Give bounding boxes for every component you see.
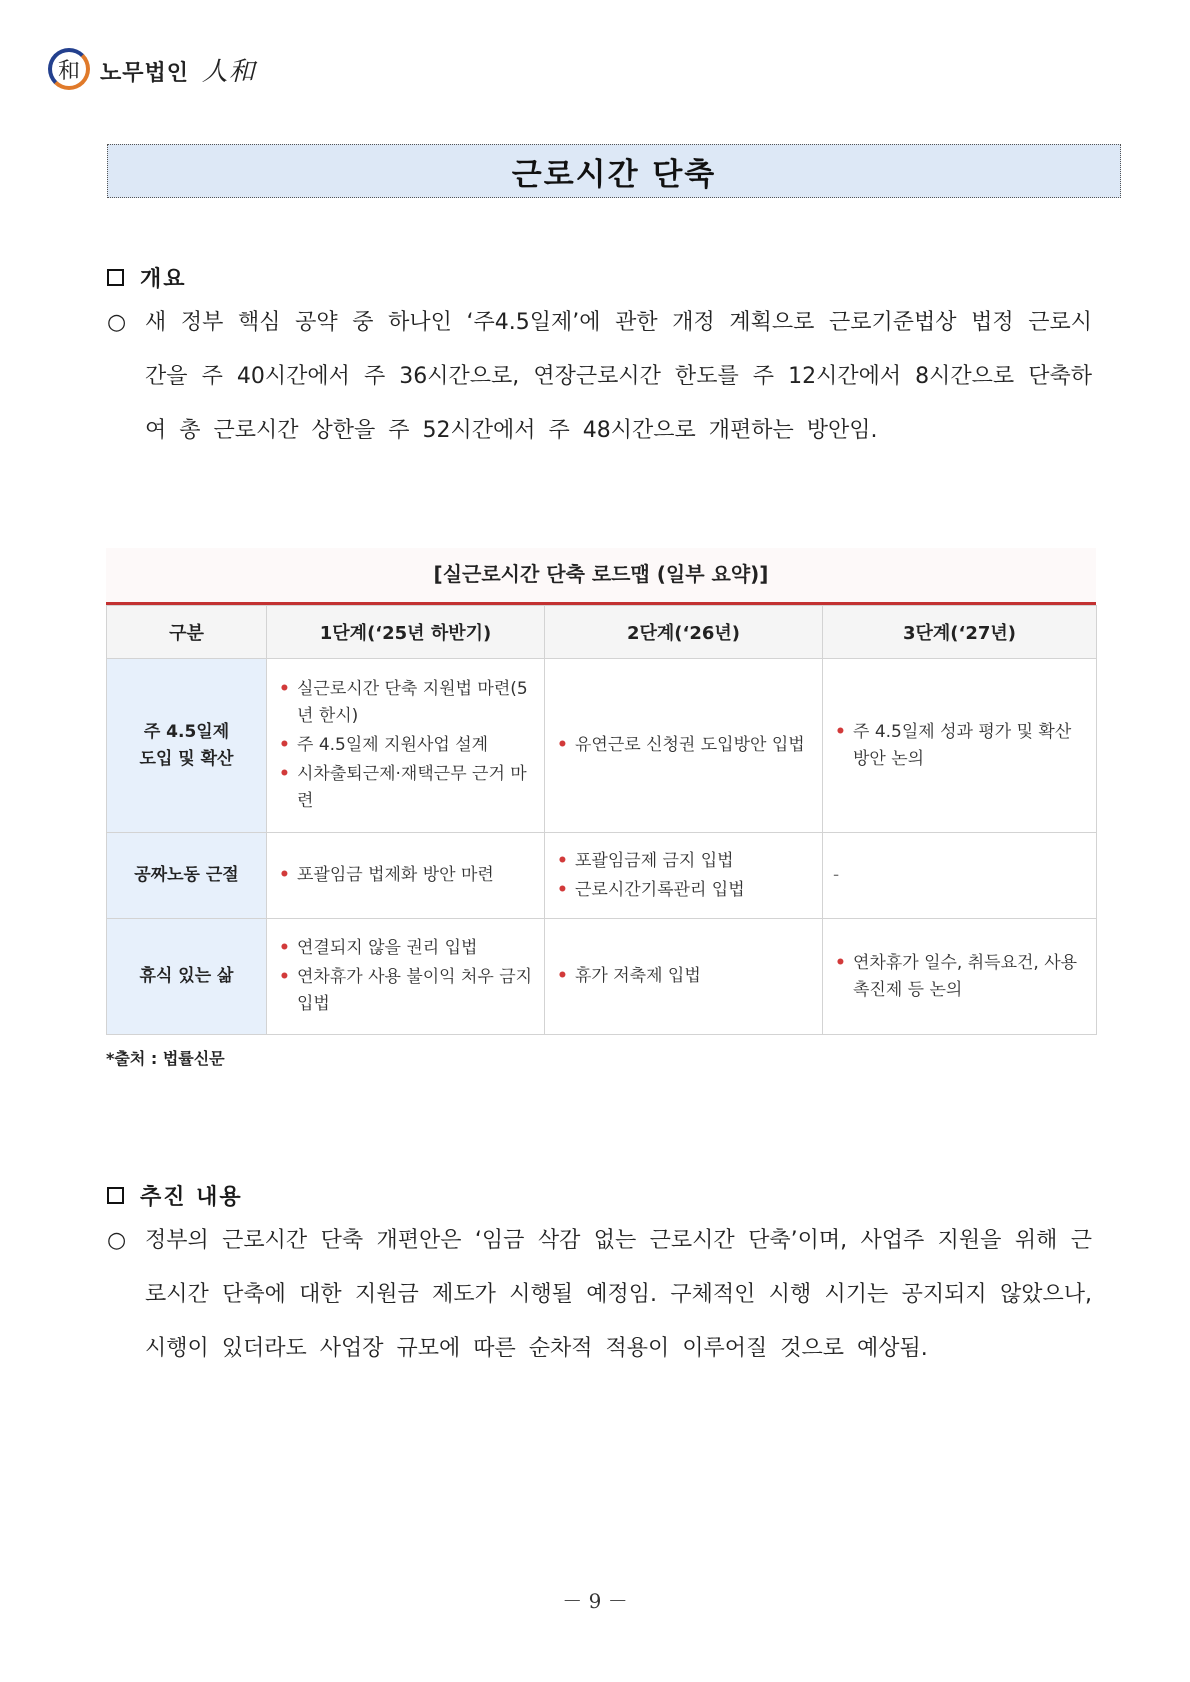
list-item: • 연결되지 않을 권리 입법 bbox=[277, 935, 534, 962]
row-category: 공짜노동 근절 bbox=[107, 833, 267, 919]
list-item: • 연차휴가 사용 불이익 처우 금지 입법 bbox=[277, 964, 534, 1018]
list-item: • 연차휴가 일수, 취득요건, 사용촉진제 등 논의 bbox=[833, 950, 1086, 1004]
checkbox-square-icon bbox=[107, 269, 124, 286]
table-row bbox=[107, 833, 1097, 919]
column-header: 구분 bbox=[107, 606, 267, 659]
overview-paragraph bbox=[107, 296, 1092, 458]
list-item: • 근로시간기록관리 입법 bbox=[555, 877, 812, 904]
stage1-cell bbox=[267, 833, 545, 919]
progress-text: 정부의 근로시간 단축 개편안은 ‘임금 삭감 없는 근로시간 단축’이며, 사업주 지원을 위해 근로시간 단축에 대한 지원금 제도가 시행될 예정임. 구체적인 시행 시기는 공지되지 않았으나, 시행이 있더라도 사업장 규모에 따른 순차적 적용이 이루어질 것으로 예상됨. bbox=[145, 1228, 1092, 1361]
progress-paragraph bbox=[107, 1214, 1092, 1376]
table-header-row bbox=[107, 606, 1097, 659]
org-name-korean: 노무법인 bbox=[100, 60, 190, 86]
list-item: • 시차출퇴근제·재택근무 근거 마련 bbox=[277, 761, 534, 815]
source-note: *출처 : 법률신문 bbox=[106, 1049, 225, 1068]
circle-bullet-icon: ○ bbox=[107, 1228, 127, 1253]
page-number: － 9 － bbox=[562, 1589, 628, 1613]
stage2-cell bbox=[545, 833, 823, 919]
table-row bbox=[107, 919, 1097, 1035]
table-row bbox=[107, 659, 1097, 833]
stage2-cell bbox=[545, 919, 823, 1035]
list-item: • 실근로시간 단축 지원법 마련(5년 한시) bbox=[277, 676, 534, 730]
document-title-box bbox=[107, 144, 1121, 198]
stage3-cell bbox=[823, 659, 1097, 833]
section-heading-label: 개요 bbox=[140, 267, 187, 292]
section-heading-progress bbox=[107, 1180, 243, 1211]
row-category: 주 4.5일제 도입 및 확산 bbox=[107, 659, 267, 833]
empty-dash: - bbox=[833, 865, 840, 885]
company-logo bbox=[48, 48, 256, 90]
list-item: • 휴가 저축제 입법 bbox=[555, 963, 812, 990]
roadmap-figure bbox=[106, 548, 1096, 1014]
org-name bbox=[100, 51, 256, 88]
org-name-hanja: 人和 bbox=[201, 56, 256, 87]
row-category: 휴식 있는 삶 bbox=[107, 919, 267, 1035]
document-title: 근로시간 단축 bbox=[511, 156, 717, 193]
list-item: • 주 4.5일제 지원사업 설계 bbox=[277, 732, 534, 759]
roadmap-title: [실근로시간 단축 로드맵 (일부 요약)] bbox=[433, 562, 769, 586]
stage1-cell bbox=[267, 659, 545, 833]
roadmap-table bbox=[106, 605, 1097, 1035]
list-item: • 유연근로 신청권 도입방안 입법 bbox=[555, 732, 812, 759]
column-header: 1단계(‘25년 하반기) bbox=[267, 606, 545, 659]
stage3-cell bbox=[823, 919, 1097, 1035]
overview-text: 새 정부 핵심 공약 중 하나인 ‘주4.5일제’에 관한 개정 계획으로 근로기준법상 법정 근로시간을 주 40시간에서 주 36시간으로, 연장근로시간 한도를 주 12시간에서 8시간으로 단축하여 총 근로시간 상한을 주 52시간에서 주 48시간으로 개편하는 방안임. bbox=[145, 310, 1092, 443]
section-heading-label: 추진 내용 bbox=[140, 1185, 243, 1210]
checkbox-square-icon bbox=[107, 1187, 124, 1204]
list-item: • 포괄임금제 금지 입법 bbox=[555, 848, 812, 875]
column-header: 3단계(‘27년) bbox=[823, 606, 1097, 659]
circle-bullet-icon: ○ bbox=[107, 310, 127, 335]
logo-emblem-icon: 和 bbox=[48, 48, 90, 90]
stage2-cell bbox=[545, 659, 823, 833]
section-heading-overview bbox=[107, 262, 187, 293]
column-header: 2단계(‘26년) bbox=[545, 606, 823, 659]
list-item: • 포괄임금 법제화 방안 마련 bbox=[277, 862, 534, 889]
stage1-cell bbox=[267, 919, 545, 1035]
list-item: • 주 4.5일제 성과 평가 및 확산방안 논의 bbox=[833, 719, 1086, 773]
stage3-cell bbox=[823, 833, 1097, 919]
